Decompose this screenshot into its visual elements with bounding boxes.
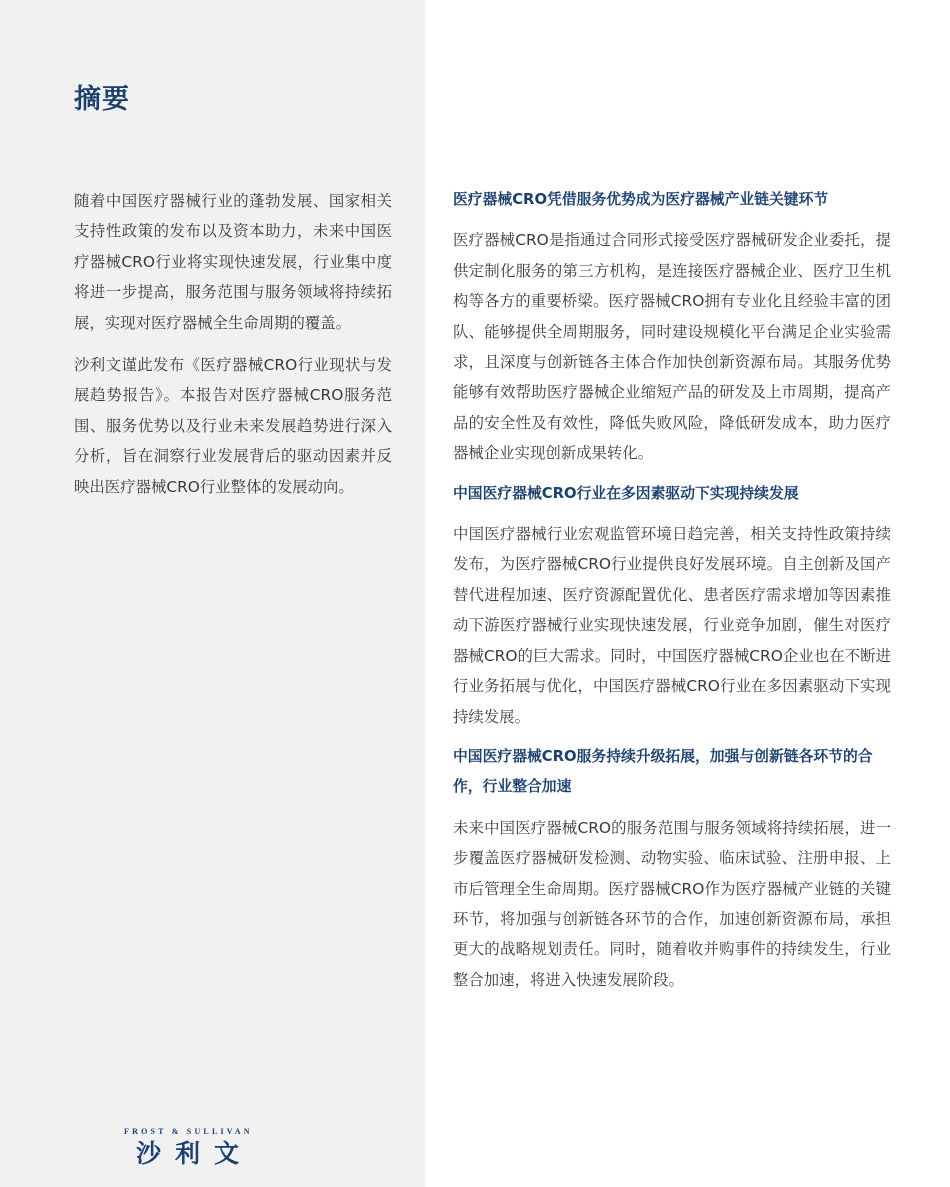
- intro-paragraph-1: 随着中国医疗器械行业的蓬勃发展、国家相关支持性政策的发布以及资本助力，未来中国医疗器械CRO行业将实现快速发展，行业集中度将进一步提高，服务范围与服务领域将持续拓展，实现对医疗器械全生命周期的覆盖。: [74, 192, 392, 332]
- logo-english-text: FROST & SULLIVAN: [124, 1127, 253, 1136]
- section-body: 未来中国医疗器械CRO的服务范围与服务领域将持续拓展，进一步覆盖医疗器械研发检测、动物实验、临床试验、注册申报、上市后管理全生命周期。医疗器械CRO作为医疗器械产业链的关键环节，将加强与创新链各环节的合作，加速创新资源布局，承担更大的战略规划责任。同时，随着收并购事件的持续发生，行业整合加速，将进入快速发展阶段。: [453, 818, 891, 989]
- summary-intro: [74, 186, 392, 514]
- section-heading: 中国医疗器械CRO行业在多因素驱动下实现持续发展: [453, 484, 799, 502]
- logo-chinese-text: 沙利文: [136, 1139, 254, 1168]
- section-heading: 中国医疗器械CRO服务持续升级拓展，加强与创新链各环节的合作，行业整合加速: [453, 747, 873, 796]
- section-body: 医疗器械CRO是指通过合同形式接受医疗器械研发企业委托，提供定制化服务的第三方机构，是连接医疗器械企业、医疗卫生机构等各方的重要桥梁。医疗器械CRO拥有专业化且经验丰富的团队、能够提供全周期服务，同时建设规模化平台满足企业实验需求，且深度与创新链各主体合作加快创新资源布局。其服务优势能够有效帮助医疗器械企业缩短产品的研发及上市周期，提高产品的安全性及有效性，降低失败风险，降低研发成本，助力医疗器械企业实现创新成果转化。: [453, 231, 891, 463]
- section-cro-advantages: [453, 185, 891, 469]
- summary-sections: [453, 185, 891, 1005]
- page-title: 摘要: [74, 84, 130, 115]
- section-service-expansion: [453, 742, 891, 995]
- left-panel: [0, 0, 425, 1187]
- intro-paragraph-2: 沙利文谨此发布《医疗器械CRO行业现状与发展趋势报告》。本报告对医疗器械CRO服务范围、服务优势以及行业未来发展趋势进行深入分析，旨在洞察行业发展背后的驱动因素并反映出医疗器械CRO行业整体的发展动向。: [74, 356, 392, 496]
- section-heading: 医疗器械CRO凭借服务优势成为医疗器械产业链关键环节: [453, 191, 829, 208]
- section-growth-drivers: [453, 479, 891, 732]
- section-body: 中国医疗器械行业宏观监管环境日趋完善，相关支持性政策持续发布，为医疗器械CRO行业提供良好发展环境。自主创新及国产替代进程加速、医疗资源配置优化、患者医疗需求增加等因素推动下游医疗器械行业实现快速发展，行业竞争加剧，催生对医疗器械CRO的巨大需求。同时，中国医疗器械CRO企业也在不断进行业务拓展与优化，中国医疗器械CRO行业在多因素驱动下实现持续发展。: [453, 525, 891, 726]
- frost-sullivan-logo: [124, 1127, 272, 1167]
